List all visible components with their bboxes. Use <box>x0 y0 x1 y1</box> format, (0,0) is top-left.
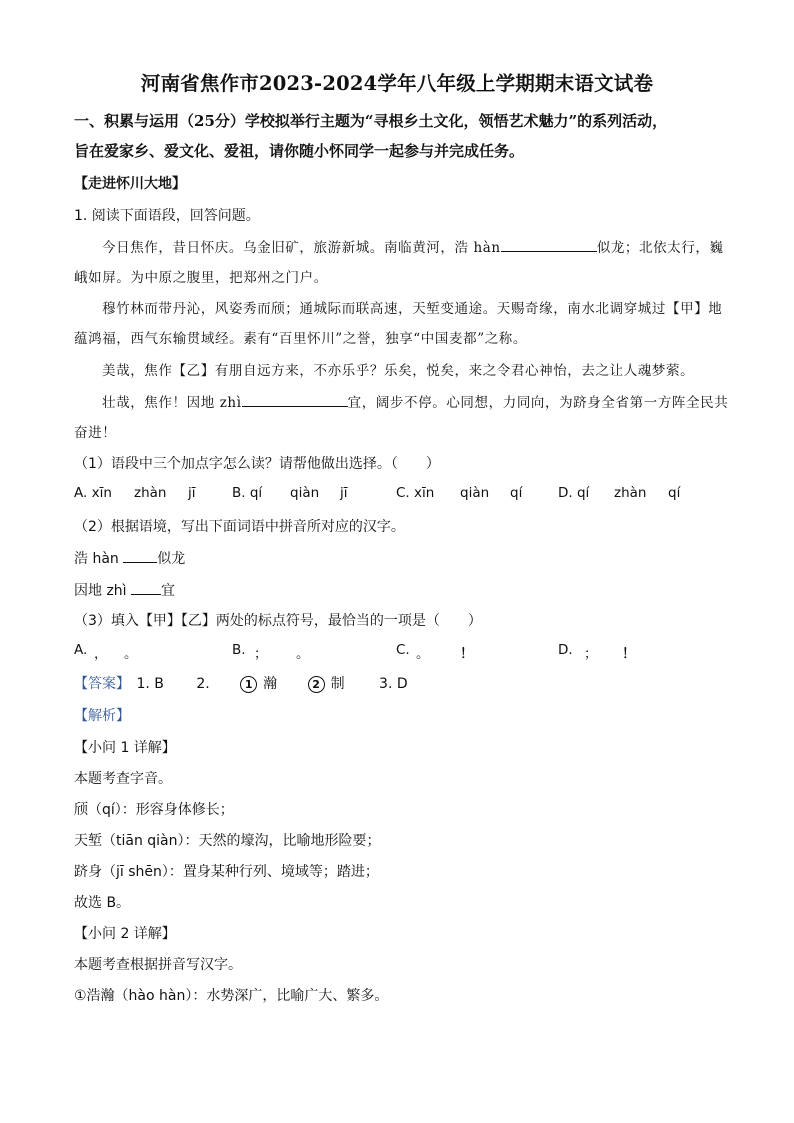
option-c-b: qiàn <box>460 485 490 501</box>
answer-line <box>74 673 408 693</box>
detail-2-line: ①浩瀚（hào hàn）：水势深广，比喻广大、繁多。 <box>74 988 389 1004</box>
answer-2-char-1: 瀚 <box>263 676 278 692</box>
sub-question-2-item <box>74 580 175 600</box>
section-heading-line1: 一、积累与运用（25分）学校拟举行主题为“寻根乡土文化，领悟艺术魅力”的系列活动， <box>74 112 668 130</box>
option-d-letter: D. <box>558 642 573 658</box>
detail-1-line: 天堑（tiān qiàn）：天然的壕沟，比喻地形险要； <box>74 833 381 849</box>
item-pinyin: 因地 zhì <box>74 583 127 599</box>
detail-1-line: 故选 B。 <box>74 895 131 911</box>
answer-label: 【答案】 <box>74 676 130 692</box>
answer-2-char-2: 制 <box>330 676 345 692</box>
option-b-letter: B. qí <box>232 485 263 501</box>
section-heading-line2: 旨在爱家乡、爱文化、爱祖，请你随小怀同学一起参与并完成任务。 <box>74 142 525 160</box>
passage-line <box>102 391 728 411</box>
option-d-c: ！ <box>622 646 636 662</box>
option-c-letter: C. <box>396 642 410 658</box>
option-b-b: qiàn <box>290 485 320 501</box>
option-b-letter: B. <box>232 642 246 658</box>
fill-blank <box>131 580 161 595</box>
option-d-b: zhàn <box>614 485 647 501</box>
option-a-letter: A. <box>74 642 88 658</box>
sub-question-2-item <box>74 548 185 568</box>
option-b-b: ； <box>254 646 268 662</box>
option-c-c: ！ <box>460 646 474 662</box>
option-a-letter: A. xīn <box>74 485 112 501</box>
item-suffix: 似龙 <box>157 551 186 567</box>
passage-line: 穆竹林而带丹沁，风姿秀而颀；通城际而联高速，天堑变通途。天赐奇缘，南水北调穿城过【甲】地 <box>102 301 723 317</box>
page-title: 河南省焦作市2023-2024学年八年级上学期期末语文试卷 <box>140 72 654 95</box>
detail-2-line: 本题考查根据拼音写汉字。 <box>74 957 242 973</box>
option-d-b: ； <box>584 646 598 662</box>
option-c-letter: C. xīn <box>396 485 435 501</box>
sub-question-3-prompt: （3）填入【甲】【乙】两处的标点符号，最恰当的一项是（ ） <box>74 613 482 629</box>
passage-line: 美哉，焦作【乙】有朋自远方来，不亦乐乎？乐矣，悦矣，来之令君心神怡，去之让人魂梦萦。 <box>102 363 695 379</box>
fill-blank <box>501 237 597 252</box>
detail-1-line: 跻身（jī shēn）：置身某种行列、境域等；踏进； <box>74 864 379 880</box>
circled-number-1: 1 <box>240 676 257 693</box>
passage-text: 壮哉，焦作！因地 zhì <box>102 395 242 411</box>
option-a-c: 。 <box>124 646 138 662</box>
fill-blank <box>123 548 157 563</box>
passage-text: 宜，阔步不停。心同想，力同向，为跻身全省第一方阵全民共 <box>347 395 729 411</box>
subsection-heading: 【走进怀川大地】 <box>74 176 186 192</box>
sub-question-1-prompt: （1）语段中三个加点字怎么读？请帮他做出选择。（ ） <box>74 456 440 472</box>
circled-number-2: 2 <box>308 676 325 693</box>
passage-line <box>102 236 724 256</box>
detail-1-heading: 【小问 1 详解】 <box>74 740 176 756</box>
option-c-b: 。 <box>416 646 430 662</box>
option-a-b: zhàn <box>134 485 167 501</box>
item-pinyin: 浩 hàn <box>74 551 119 567</box>
detail-2-heading: 【小问 2 详解】 <box>74 926 176 942</box>
passage-line: 奋进！ <box>74 425 117 441</box>
option-d-c: qí <box>668 485 681 501</box>
detail-1-line: 本题考查字音。 <box>74 771 172 787</box>
option-a-b: ， <box>94 646 108 662</box>
option-c-c: qí <box>510 485 523 501</box>
option-b-c: jī <box>340 485 348 501</box>
question-1-prompt: 1. 阅读下面语段，回答问题。 <box>74 208 260 224</box>
detail-1-line: 颀（qí）：形容身体修长； <box>74 802 234 818</box>
option-d-letter: D. qí <box>558 485 590 501</box>
passage-text: 今日焦作，昔日怀庆。乌金旧矿，旅游新城。南临黄河，浩 hàn <box>102 240 501 256</box>
passage-line: 峨如屏。为中原之腹里，把郑州之门户。 <box>74 270 328 286</box>
answer-2-number: 2. <box>196 676 210 692</box>
passage-text: 似龙；北依太行，巍 <box>596 240 724 256</box>
sub-question-2-prompt: （2）根据语境，写出下面词语中拼音所对应的汉字。 <box>74 519 405 535</box>
passage-line: 蕴鸿福，西气东输贯域经。素有“百里怀川”之誉，独享“中国麦都”之称。 <box>74 331 528 347</box>
analysis-label: 【解析】 <box>74 708 130 724</box>
item-suffix: 宜 <box>161 583 176 599</box>
fill-blank <box>242 392 348 407</box>
answer-1: 1. B <box>136 676 164 692</box>
option-b-c: 。 <box>296 646 310 662</box>
option-a-c: jī <box>188 485 196 501</box>
answer-3: 3. D <box>379 676 408 692</box>
